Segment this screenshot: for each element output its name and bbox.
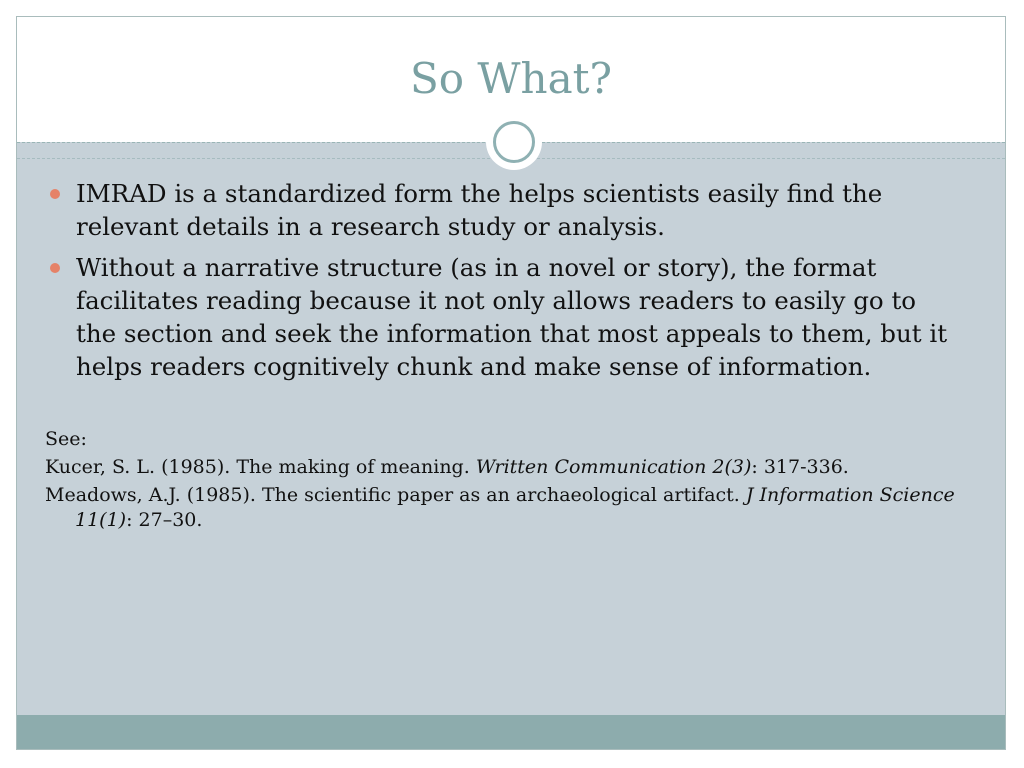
bullet-dot-icon <box>50 263 60 273</box>
bullet-dot-icon <box>50 189 60 199</box>
bullet-item <box>45 177 956 243</box>
references <box>45 427 985 533</box>
ring-icon <box>493 121 535 163</box>
bullet-list <box>45 177 985 383</box>
footer-bar <box>17 715 1005 749</box>
circle-ornament-icon <box>486 114 542 170</box>
reference-pages: : 27–30. <box>126 509 203 531</box>
slide-content <box>45 177 985 536</box>
slide <box>16 16 1006 750</box>
bullet-item <box>45 251 956 383</box>
bullet-text: Without a narrative structure (as in a novel or story), the format facilitates reading because it not only allows readers to easily go to the section and seek the information that most appeals to them, but it helps readers cognitively chunk and make sense of information. <box>76 253 948 381</box>
reference-item <box>45 455 970 480</box>
reference-pages: : 317-336. <box>751 456 849 478</box>
reference-item <box>45 483 970 533</box>
references-heading: See: <box>45 428 87 450</box>
bullet-text: IMRAD is a standardized form the helps scientists easily find the relevant details in a research study or analysis. <box>76 179 883 241</box>
reference-text: Meadows, A.J. (1985). The scientific paper as an archaeological artifact. <box>45 484 746 506</box>
slide-title: So What? <box>409 54 613 103</box>
reference-journal: Written Communication 2(3) <box>475 456 752 478</box>
reference-text: Kucer, S. L. (1985). The making of meaning. <box>45 456 476 478</box>
reference-journal: J Information Science 11(1) <box>75 484 955 531</box>
